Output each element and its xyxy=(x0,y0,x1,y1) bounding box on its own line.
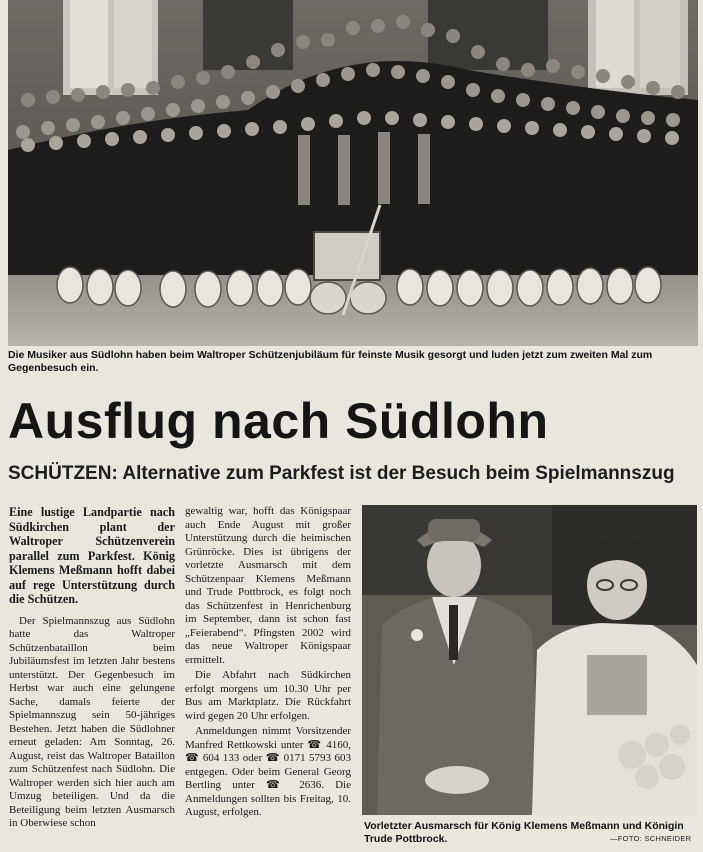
band-group-photo-icon xyxy=(8,0,698,346)
article-headline: Ausflug nach Südlohn xyxy=(8,393,549,449)
article-body-paragraph: Anmeldungen nimmt Vorsitzender Manfred Rettkowski unter ☎ 4160, ☎ 604 133 oder ☎ 0171 5793 603 entgegen. Oder beim General Georg Bertling unter ☎ 2636. Die Anmeldungen sollten bis Freitag, 10. August, erfolgen. xyxy=(185,725,351,818)
article-body-paragraph: gewaltig war, hofft das Königspaar auch Ende August mit großer Unterstützung durch die heimischen Grünröcke. Dies ist übrigens der vorletzte Ausmarsch mit dem Schützenpaar Klemens Meßmann und Trude Pottbrock, es folgt noch das Schützenfest in Henrichenburg im September, dann ist schon fast „Feierabend“. Pfingsten 2002 wird das neue Waltroper Königspaar ermittelt. xyxy=(185,505,351,666)
article-subhead xyxy=(8,462,675,486)
subhead-kicker: SCHÜTZEN: xyxy=(8,463,118,484)
article-column-1 xyxy=(9,505,175,833)
article-column-2 xyxy=(185,505,351,822)
photo-credit: —FOTO: SCHNEIDER xyxy=(610,834,692,843)
portrait-photo-caption: Vorletzter Ausmarsch für König Klemens Meßmann und Königin Trude Pottbrock. xyxy=(364,820,684,845)
royal-couple-photo xyxy=(362,505,697,815)
royal-couple-photo-icon xyxy=(362,505,697,815)
top-photo-caption: Die Musiker aus Südlohn haben beim Waltroper Schützenjubiläum für feinste Musik gesorgt und luden jetzt zum zweiten Mal zum Gegenbesuch ein. xyxy=(8,349,653,374)
subhead-text: Alternative zum Parkfest ist der Besuch beim Spielmannszug xyxy=(117,463,675,484)
article-body-paragraph: Die Abfahrt nach Südkirchen erfolgt morgens um 10.30 Uhr per Bus am Marktplatz. Die Rückfahrt wird gegen 20 Uhr erfolgen. xyxy=(185,669,351,722)
article-body-paragraph: Der Spielmannszug aus Südlohn hatte das Waltroper Schützenbataillon beim Jubiläumsfest im letzten Jahr bestens unterstützt. Der Gegenbesuch im Herbst war auch eine gelungene Sache, damals feierte der Spielmannszug sein 50-jähriges Bestehen. Jetzt haben die Südlohner erneut geladen: Am Sonntag, 26. August, reist das Waltroper Bataillon zum Schützenfest nach Südlohn. Die Waltroper werden sich hier auch am Umzug beteiligen. Und da die Beteiligung beim letzten Ausmarsch in Oberwiese schon xyxy=(9,614,175,829)
article-lead: Eine lustige Landpartie nach Südkirchen plant der Waltroper Schützenverein parallel zum Parkfest. König Klemens Meßmann hofft dabei auf rege Unterstützung durch die Schützen. xyxy=(9,505,175,606)
band-group-photo xyxy=(8,0,698,346)
